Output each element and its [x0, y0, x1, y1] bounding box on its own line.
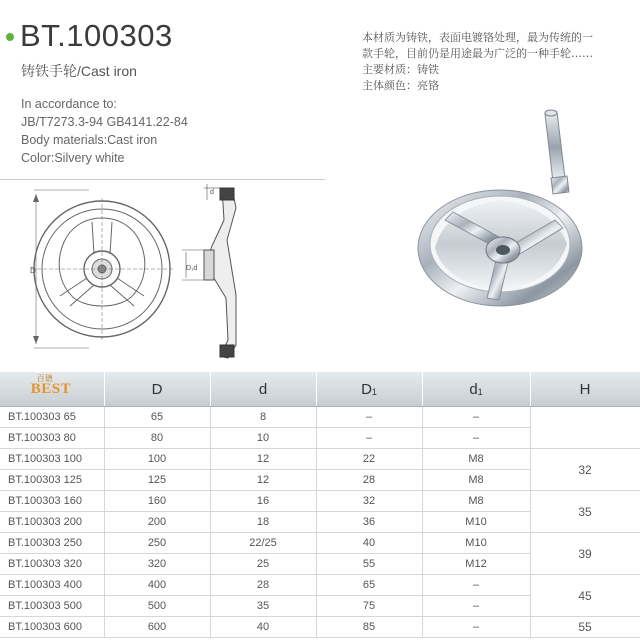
- cell-d: 28: [210, 575, 316, 596]
- brand-logo: [17, 372, 87, 402]
- cell-H: 45: [530, 575, 640, 617]
- column-header-d1: [422, 372, 530, 407]
- cell-d: 16: [210, 491, 316, 512]
- dimension-label-D: D: [30, 266, 36, 275]
- brand-logo-cn: 百德: [36, 374, 53, 383]
- table-row: [0, 533, 640, 554]
- product-title: BT.100303: [20, 18, 173, 53]
- cell-D1: 28: [316, 470, 422, 491]
- cell-D: 65: [104, 407, 210, 428]
- cell-d1: –: [422, 596, 530, 617]
- table-row: [0, 407, 640, 428]
- brand-logo-en: BEST: [30, 381, 72, 397]
- cell-D: 80: [104, 428, 210, 449]
- column-header-D1: [316, 372, 422, 407]
- spec-line: Color:Silvery white: [21, 151, 125, 165]
- cell-H-empty: [530, 407, 640, 449]
- cell-model: BT.100303 200: [0, 512, 104, 533]
- cell-d1: M10: [422, 533, 530, 554]
- cell-model: BT.100303 125: [0, 470, 104, 491]
- cell-D: 100: [104, 449, 210, 470]
- cell-D: 125: [104, 470, 210, 491]
- cell-H: 32: [530, 449, 640, 491]
- cell-H: 35: [530, 491, 640, 533]
- cell-D: 400: [104, 575, 210, 596]
- cell-d: 18: [210, 512, 316, 533]
- column-header-H: H: [530, 372, 640, 407]
- cell-D1: 55: [316, 554, 422, 575]
- cell-H: 55: [530, 617, 640, 638]
- product-subtitle: 铸铁手轮/Cast iron: [21, 63, 137, 79]
- cell-D1: 40: [316, 533, 422, 554]
- cell-d1: –: [422, 407, 530, 428]
- cell-D1: 22: [316, 449, 422, 470]
- spec-line: In accordance to:: [21, 97, 117, 111]
- table-row: [0, 449, 640, 470]
- cell-d: 25: [210, 554, 316, 575]
- spec-line: Body materials:Cast iron: [21, 133, 158, 147]
- cell-D1: 32: [316, 491, 422, 512]
- cell-model: BT.100303 160: [0, 491, 104, 512]
- cell-model: BT.100303 80: [0, 428, 104, 449]
- spec-line: JB/T7273.3-94 GB4141.22-84: [21, 115, 188, 129]
- table-row: [0, 575, 640, 596]
- cell-d1: M12: [422, 554, 530, 575]
- cell-d: 35: [210, 596, 316, 617]
- title-bullet-dot: [6, 33, 14, 41]
- front-view-wheel: [31, 190, 173, 348]
- cell-D1: 65: [316, 575, 422, 596]
- cell-D: 500: [104, 596, 210, 617]
- cell-D: 200: [104, 512, 210, 533]
- cell-d: 40: [210, 617, 316, 638]
- cell-d1: M8: [422, 470, 530, 491]
- cell-D1: –: [316, 428, 422, 449]
- wheel-hub: [486, 237, 520, 263]
- cell-d1: –: [422, 617, 530, 638]
- dimension-label-d: d: [210, 189, 214, 196]
- column-header-d: d: [210, 372, 316, 407]
- cell-model: BT.100303 400: [0, 575, 104, 596]
- cell-d1: M8: [422, 449, 530, 470]
- cell-d1: M10: [422, 512, 530, 533]
- cell-d1: –: [422, 575, 530, 596]
- header-subscript: 1: [371, 386, 377, 397]
- cell-model: BT.100303 100: [0, 449, 104, 470]
- cell-d1: M8: [422, 491, 530, 512]
- cell-d: 12: [210, 449, 316, 470]
- cell-d: 8: [210, 407, 316, 428]
- description-line: 本材质为铸铁，表面电镀铬处理，最为传统的一: [362, 31, 593, 44]
- cell-model: BT.100303 250: [0, 533, 104, 554]
- spec-lines: [21, 95, 188, 167]
- cell-D1: 75: [316, 596, 422, 617]
- table-row: [0, 617, 640, 638]
- cell-model: BT.100303 65: [0, 407, 104, 428]
- cell-d1: –: [422, 428, 530, 449]
- cell-D: 160: [104, 491, 210, 512]
- table-header-row: [0, 372, 640, 407]
- chinese-description: [362, 30, 602, 94]
- cell-D: 250: [104, 533, 210, 554]
- cell-D1: 85: [316, 617, 422, 638]
- cell-d: 12: [210, 470, 316, 491]
- header-main: d: [469, 380, 478, 398]
- dimension-label-D1-d: D₁d: [186, 265, 198, 272]
- spec-table: [0, 372, 640, 638]
- description-line: 款手轮，目前仍是用途最为广泛的一种手轮……: [362, 47, 593, 60]
- column-header-D: D: [104, 372, 210, 407]
- cell-D1: 36: [316, 512, 422, 533]
- header-subscript: 1: [477, 386, 483, 397]
- brand-logo-cell: [0, 372, 104, 407]
- cell-D1: –: [316, 407, 422, 428]
- cell-model: BT.100303 500: [0, 596, 104, 617]
- cell-d: 22/25: [210, 533, 316, 554]
- cell-model: BT.100303 320: [0, 554, 104, 575]
- header-main: D: [361, 380, 372, 398]
- cell-d: 10: [210, 428, 316, 449]
- cell-model: BT.100303 600: [0, 617, 104, 638]
- cell-D: 320: [104, 554, 210, 575]
- description-line: 主要材质：铸铁: [362, 63, 439, 76]
- table-row: [0, 491, 640, 512]
- cell-D: 600: [104, 617, 210, 638]
- description-line: 主体颜色：亮铬: [362, 79, 439, 92]
- cell-H: 39: [530, 533, 640, 575]
- wheel-handle: [545, 110, 569, 194]
- technical-drawing: [14, 180, 254, 370]
- handwheel-photo: [405, 108, 605, 313]
